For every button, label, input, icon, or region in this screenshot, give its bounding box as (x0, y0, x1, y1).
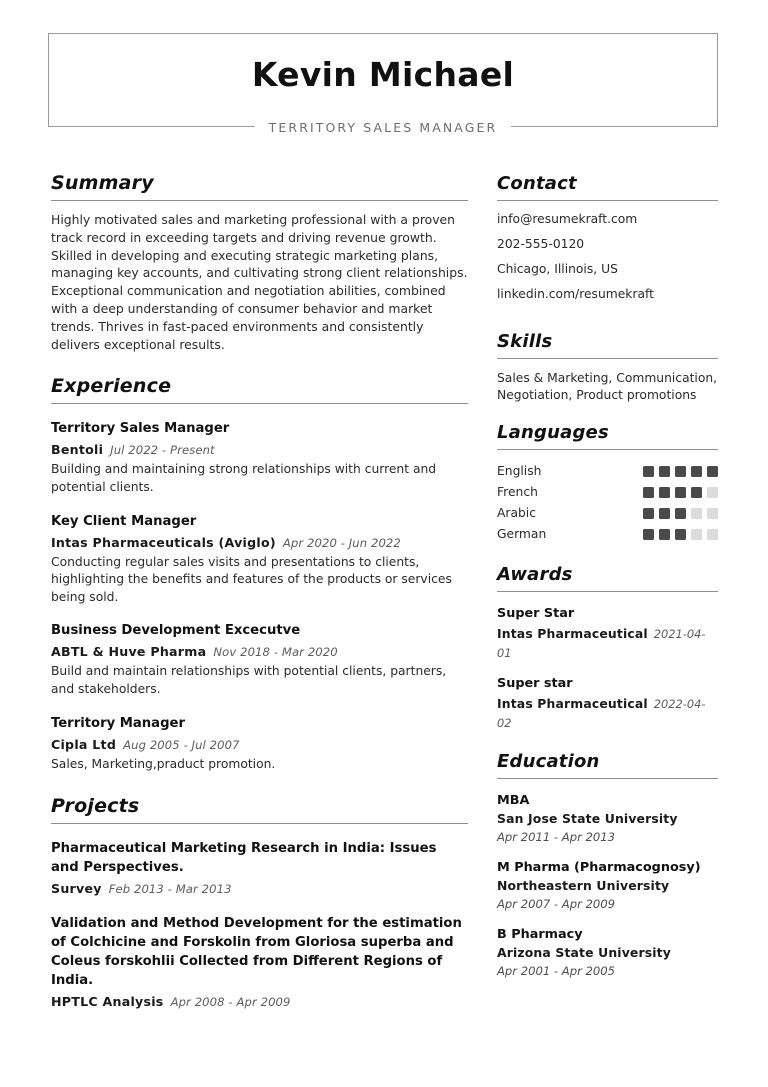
language-name: French (497, 485, 538, 499)
project-title: Validation and Method Development for the estimation of Colchicine and Forskolin from Gloriosa superba and Coleus forskohlii Collected from Different Regions of India. (51, 916, 462, 989)
contact-email[interactable]: info@resumekraft.com (497, 212, 638, 226)
experience-entry (51, 419, 468, 496)
job-dates: Jul 2022 - Present (110, 443, 215, 458)
level-square (707, 508, 718, 519)
job-title: Business Development Excecutve (51, 623, 301, 639)
project-role: Survey (51, 881, 102, 897)
section-summary (51, 172, 468, 353)
level-square (643, 466, 654, 477)
award-name: Super Star (497, 606, 575, 621)
section-education (497, 750, 718, 980)
language-level-meter (643, 466, 718, 477)
job-dates: Aug 2005 - Jul 2007 (123, 737, 240, 752)
education-degree: MBA (497, 793, 530, 808)
project-entry (51, 839, 468, 899)
language-level-meter (643, 529, 718, 540)
education-school: San Jose State University (497, 811, 678, 826)
education-heading: Education (497, 750, 718, 779)
job-company: Intas Pharmaceuticals (Aviglo) (51, 534, 276, 550)
header-subtitle-container (48, 118, 718, 137)
education-school: Northeastern University (497, 878, 670, 893)
job-dates: Nov 2018 - Mar 2020 (213, 645, 338, 660)
section-contact (497, 172, 718, 302)
job-company: Bentoli (51, 442, 104, 458)
job-title: Territory Sales Manager (51, 421, 230, 437)
level-square (691, 466, 702, 477)
section-languages (497, 421, 718, 545)
level-square (675, 466, 686, 477)
award-organization: Intas Pharmaceutical (497, 626, 648, 641)
language-row (497, 482, 718, 503)
level-square (659, 508, 670, 519)
level-square (643, 487, 654, 498)
contact-phone[interactable]: 202-555-0120 (497, 237, 585, 251)
awards-heading: Awards (497, 563, 718, 592)
award-organization: Intas Pharmaceutical (497, 696, 648, 711)
language-level-meter (643, 487, 718, 498)
contact-linkedin[interactable]: linkedin.com/resumekraft (497, 287, 654, 301)
education-entry (497, 859, 718, 913)
project-dates: Feb 2013 - Mar 2013 (108, 882, 232, 897)
section-skills (497, 330, 718, 403)
page-title: Kevin Michael (251, 55, 515, 94)
education-dates: Apr 2011 - Apr 2013 (497, 830, 616, 844)
education-dates: Apr 2007 - Apr 2009 (497, 897, 616, 911)
contact-list (497, 212, 718, 302)
job-title-subtitle: TERRITORY SALES MANAGER (255, 119, 512, 137)
experience-entry (51, 714, 468, 774)
summary-text: Highly motivated sales and marketing professional with a proven track record in exceeding targets and driving revenue growth. Skilled in developing and executing strategic marketing plans, managing key accounts, and cultivating strong client relationships. Exceptional communication and negotiation abilities, combined with a deep understanding of consumer behavior and market trends. Thrives in fast-paced environments and consistently delivers exceptional results. (51, 212, 468, 352)
level-square (659, 466, 670, 477)
job-meta (51, 734, 468, 755)
award-entry (497, 605, 718, 662)
education-school: Arizona State University (497, 945, 671, 960)
job-description: Conducting regular sales visits and presentations to clients, highlighting the benefits and features of the products or services being sold. (51, 554, 452, 604)
level-square (675, 529, 686, 540)
level-square (675, 487, 686, 498)
award-date: 2021-04-01 (497, 627, 706, 660)
project-meta (51, 991, 468, 1012)
level-square (691, 508, 702, 519)
contact-location: Chicago, Illinois, US (497, 262, 618, 276)
skills-text: Sales & Marketing, Communication, Negotiation, Product promotions (497, 371, 718, 402)
language-level-meter (643, 508, 718, 519)
job-description: Building and maintaining strong relationships with current and potential clients. (51, 462, 437, 494)
job-dates: Apr 2020 - Jun 2022 (282, 535, 401, 550)
language-row (497, 524, 718, 545)
experience-entry (51, 512, 468, 607)
level-square (691, 487, 702, 498)
projects-heading: Projects (51, 795, 468, 824)
language-row (497, 503, 718, 524)
education-entry (497, 926, 718, 980)
job-meta (51, 641, 468, 662)
contact-heading: Contact (497, 172, 718, 201)
section-experience (51, 375, 468, 773)
summary-heading: Summary (51, 172, 468, 201)
project-meta (51, 878, 468, 899)
right-column (497, 172, 718, 980)
experience-heading: Experience (51, 375, 468, 404)
section-projects (51, 795, 468, 1012)
level-square (707, 466, 718, 477)
education-dates: Apr 2001 - Apr 2005 (497, 964, 616, 978)
award-name: Super star (497, 676, 573, 691)
job-meta (51, 439, 468, 460)
skills-heading: Skills (497, 330, 718, 359)
job-description: Build and maintain relationships with potential clients, partners, and stakeholders. (51, 664, 447, 696)
level-square (659, 487, 670, 498)
languages-heading: Languages (497, 421, 718, 450)
job-company: ABTL & Huve Pharma (51, 644, 207, 660)
level-square (675, 508, 686, 519)
level-square (707, 529, 718, 540)
left-column (51, 172, 468, 1012)
education-degree: M Pharma (Pharmacognosy) (497, 860, 701, 875)
level-square (659, 529, 670, 540)
language-name: Arabic (497, 506, 536, 520)
education-degree: B Pharmacy (497, 927, 583, 942)
project-role: HPTLC Analysis (51, 994, 164, 1010)
award-meta (497, 624, 718, 662)
language-row (497, 461, 718, 482)
job-meta (51, 532, 468, 553)
language-name: English (497, 464, 542, 478)
education-entry (497, 792, 718, 846)
project-title: Pharmaceutical Marketing Research in India: Issues and Perspectives. (51, 841, 437, 876)
languages-list (497, 461, 718, 545)
level-square (643, 529, 654, 540)
award-meta (497, 694, 718, 732)
job-company: Cipla Ltd (51, 736, 117, 752)
award-entry (497, 675, 718, 732)
job-title: Key Client Manager (51, 513, 197, 529)
project-dates: Apr 2008 - Apr 2009 (170, 995, 291, 1010)
job-description: Sales, Marketing,praduct promotion. (51, 756, 276, 771)
section-awards (497, 563, 718, 732)
level-square (707, 487, 718, 498)
level-square (691, 529, 702, 540)
level-square (643, 508, 654, 519)
job-title: Territory Manager (51, 715, 185, 731)
project-entry (51, 914, 468, 1012)
experience-entry (51, 621, 468, 698)
award-date: 2022-04-02 (497, 697, 706, 730)
language-name: German (497, 527, 547, 541)
